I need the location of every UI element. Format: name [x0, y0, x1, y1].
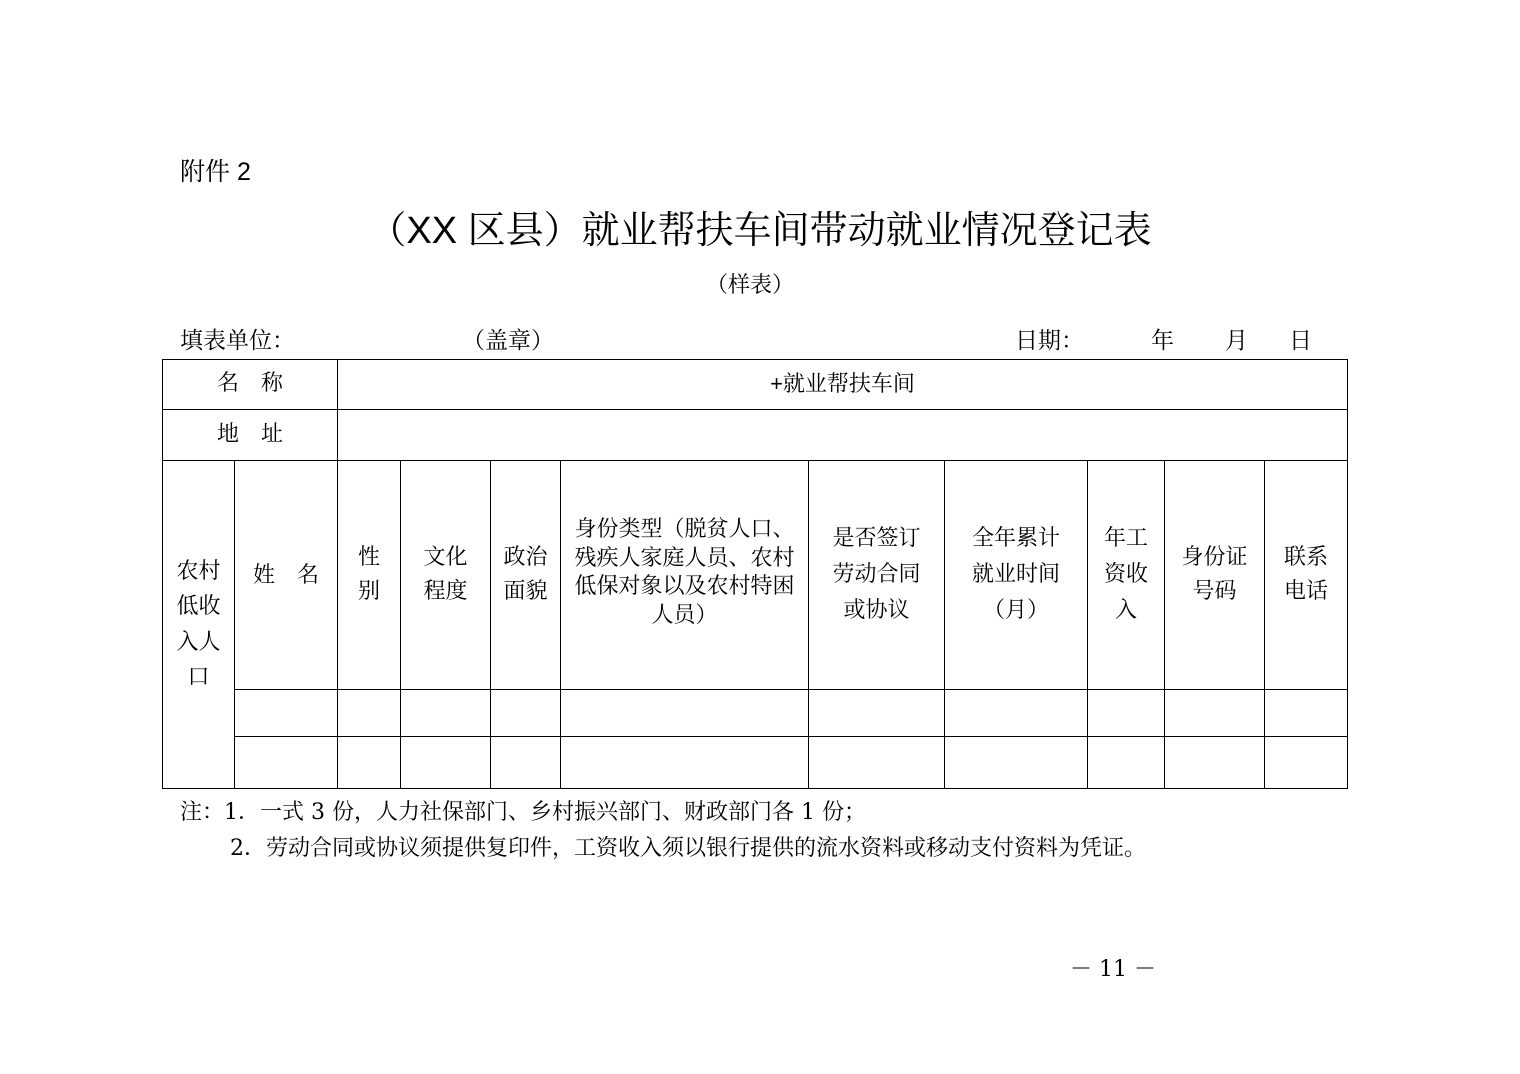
workshop-address-label: 地 址	[163, 410, 338, 461]
cell-identity-type[interactable]	[561, 690, 809, 737]
cell-name[interactable]	[235, 690, 338, 737]
cell-gender[interactable]	[338, 737, 401, 789]
cell-id-number[interactable]	[1165, 690, 1265, 737]
column-header-id-number: 身份证号码	[1165, 461, 1265, 690]
column-header-political-status: 政治面貌	[491, 461, 561, 690]
table-row	[163, 737, 1348, 789]
cell-employment-months[interactable]	[945, 737, 1088, 789]
column-header-gender: 性别	[338, 461, 401, 690]
cell-phone[interactable]	[1265, 690, 1348, 737]
column-header-contract: 是否签订劳动合同或协议	[809, 461, 945, 690]
workshop-address-value	[338, 410, 1348, 461]
low-income-group-label: 农村低收入人口	[163, 461, 235, 789]
document-subtitle: （样表）	[705, 273, 794, 298]
cell-phone[interactable]	[1265, 737, 1348, 789]
attachment-label: 附件 2	[180, 158, 251, 186]
cell-political-status[interactable]	[491, 737, 561, 789]
column-header-employment-months: 全年累计就业时间（月）	[945, 461, 1088, 690]
day-label: 日	[1289, 328, 1312, 354]
column-header-name: 姓 名	[235, 461, 338, 690]
column-header-annual-income: 年工资收入	[1088, 461, 1165, 690]
workshop-name-label: 名 称	[163, 360, 338, 410]
cell-contract[interactable]	[809, 737, 945, 789]
date-label: 日期：	[1015, 328, 1084, 354]
workshop-name-value: +就业帮扶车间	[338, 360, 1348, 410]
note-2: 2．劳动合同或协议须提供复印件，工资收入须以银行提供的流水资料或移动支付资料为凭证。	[230, 836, 1147, 861]
cell-contract[interactable]	[809, 690, 945, 737]
seal-label: （盖章）	[462, 328, 554, 354]
cell-annual-income[interactable]	[1088, 737, 1165, 789]
year-label: 年	[1151, 328, 1174, 354]
cell-employment-months[interactable]	[945, 690, 1088, 737]
cell-name[interactable]	[235, 737, 338, 789]
column-header-phone: 联系电话	[1265, 461, 1348, 690]
registration-table	[162, 359, 1348, 789]
fill-unit-label: 填表单位：	[180, 328, 295, 354]
page-number: － 11 －	[1070, 957, 1156, 982]
cell-political-status[interactable]	[491, 690, 561, 737]
cell-id-number[interactable]	[1165, 737, 1265, 789]
note-1: 注：1．一式 3 份，人力社保部门、乡村振兴部门、财政部门各 1 份；	[180, 800, 866, 825]
column-header-identity-type: 身份类型（脱贫人口、残疾人家庭人员、农村低保对象以及农村特困人员）	[561, 461, 809, 690]
table-row	[163, 690, 1348, 737]
cell-education[interactable]	[401, 690, 491, 737]
document-title: （XX 区县）就业帮扶车间带动就业情况登记表	[368, 210, 1152, 252]
month-label: 月	[1225, 328, 1248, 354]
cell-gender[interactable]	[338, 690, 401, 737]
column-header-education: 文化程度	[401, 461, 491, 690]
cell-identity-type[interactable]	[561, 737, 809, 789]
cell-education[interactable]	[401, 737, 491, 789]
cell-annual-income[interactable]	[1088, 690, 1165, 737]
